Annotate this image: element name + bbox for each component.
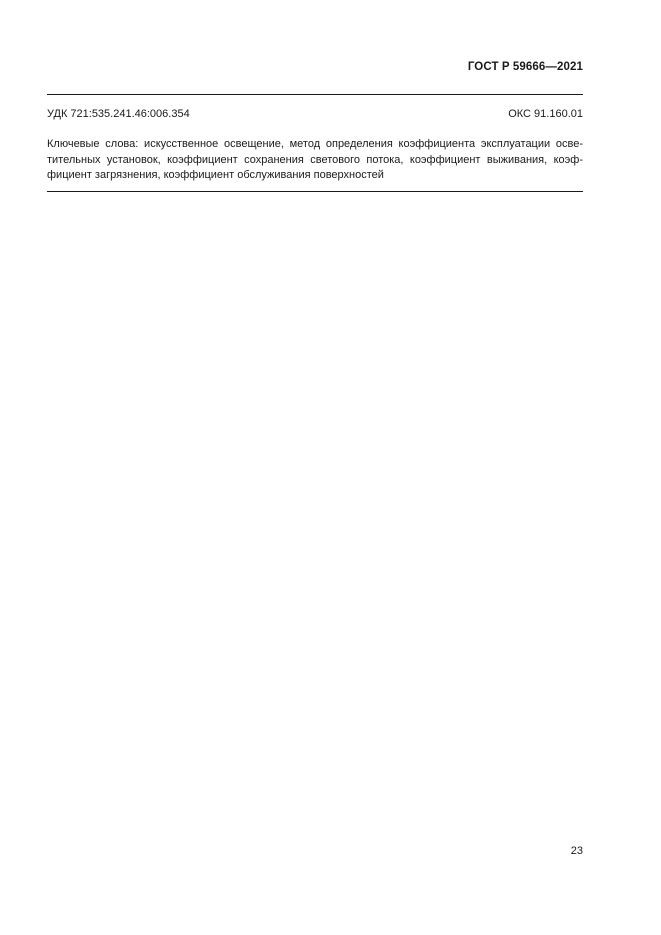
ocs-code: ОКС 91.160.01 [508,108,583,120]
keywords-paragraph [47,137,583,184]
keywords-line: Ключевые слова: искусственное освещение, метод определения коэффициента эксплуатации осве- [47,138,583,150]
page-number: 23 [570,845,583,857]
document-code: ГОСТ Р 59666—2021 [467,61,583,73]
keywords-line: тительных установок, коэффициент сохранения светового потока, коэффициент выживания, коэф- [47,153,583,166]
bottom-divider [47,191,583,192]
udc-code: УДК 721:535.241.46:006.354 [47,108,190,120]
top-divider [47,94,583,95]
keywords-line: фициент загрязнения, коэффициент обслуживания поверхностей [47,169,384,181]
